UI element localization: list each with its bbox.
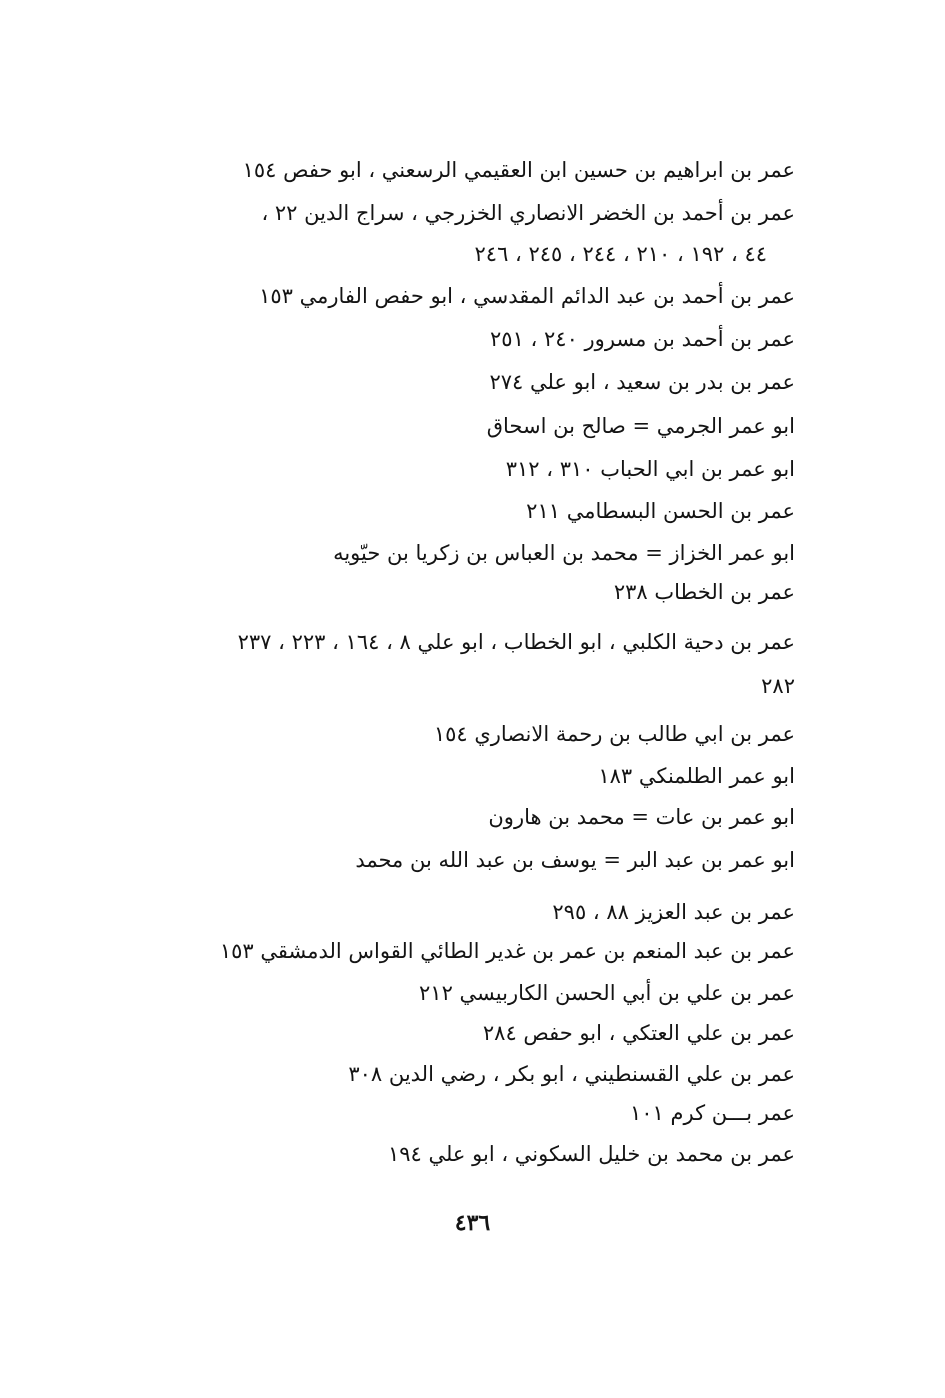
index-entry: عمر بن ابراهيم بن حسين ابن العقيمي الرسعني ، ابو حفص ١٥٤ bbox=[242, 158, 795, 182]
index-entry: ابو عمر بن ابي الحباب ٣١٠ ، ٣١٢ bbox=[505, 457, 795, 481]
index-entry: عمر بن عبد المنعم بن عمر بن غدير الطائي القواس الدمشقي ١٥٣ bbox=[219, 939, 795, 963]
index-entry: ابو عمر الطلمنكي ١٨٣ bbox=[598, 764, 795, 788]
index-entry: عمر بن أحمد بن عبد الدائم المقدسي ، ابو حفص الفارمي ١٥٣ bbox=[259, 284, 795, 308]
index-entry: ابو عمر بن عبد البر = يوسف بن عبد الله بن محمد bbox=[355, 848, 795, 872]
index-entry: ابو عمر بن عات = محمد بن هارون bbox=[488, 805, 795, 829]
index-entry: عمر بن أحمد بن الخضر الانصاري الخزرجي ، سراج الدين ٢٢ ، bbox=[261, 201, 795, 225]
index-entry: عمر بن علي العتكي ، ابو حفص ٢٨٤ bbox=[482, 1021, 795, 1045]
index-entry: عمر بن عبد العزيز ٨٨ ، ٢٩٥ bbox=[552, 900, 795, 924]
index-entry: عمر بـــن كرم ١٠١ bbox=[629, 1101, 795, 1125]
index-entry: عمر بن علي القسنطيني ، ابو بكر ، رضي الدين ٣٠٨ bbox=[348, 1062, 795, 1086]
index-entry: ابو عمر الخزاز = محمد بن العباس بن زكريا بن حيّويه bbox=[333, 541, 795, 565]
index-entry-continuation: ٤٤ ، ١٩٢ ، ٢١٠ ، ٢٤٤ ، ٢٤٥ ، ٢٤٦ bbox=[474, 242, 767, 266]
page-number: ٤٣٦ bbox=[454, 1210, 491, 1236]
index-entry: عمر بن الخطاب ٢٣٨ bbox=[613, 580, 795, 604]
index-entry: عمر بن علي بن أبي الحسن الكاربيسي ٢١٢ bbox=[419, 981, 795, 1005]
index-entry: عمر بن دحية الكلبي ، ابو الخطاب ، ابو علي ٨ ، ١٦٤ ، ٢٢٣ ، ٢٣٧ bbox=[237, 630, 795, 654]
index-entry: عمر بن محمد بن خليل السكوني ، ابو علي ١٩٤ bbox=[387, 1142, 795, 1166]
index-entry: عمر بن أحمد بن مسرور ٢٤٠ ، ٢٥١ bbox=[490, 327, 795, 351]
index-entry: عمر بن بدر بن سعيد ، ابو علي ٢٧٤ bbox=[489, 370, 795, 394]
index-entry: ابو عمر الجرمي = صالح بن اسحاق bbox=[486, 414, 795, 438]
index-entry-continuation: ٢٨٢ bbox=[761, 674, 795, 698]
index-entry: عمر بن الحسن البسطامي ٢١١ bbox=[526, 499, 795, 523]
index-entry: عمر بن ابي طالب بن رحمة الانصاري ١٥٤ bbox=[433, 722, 795, 746]
